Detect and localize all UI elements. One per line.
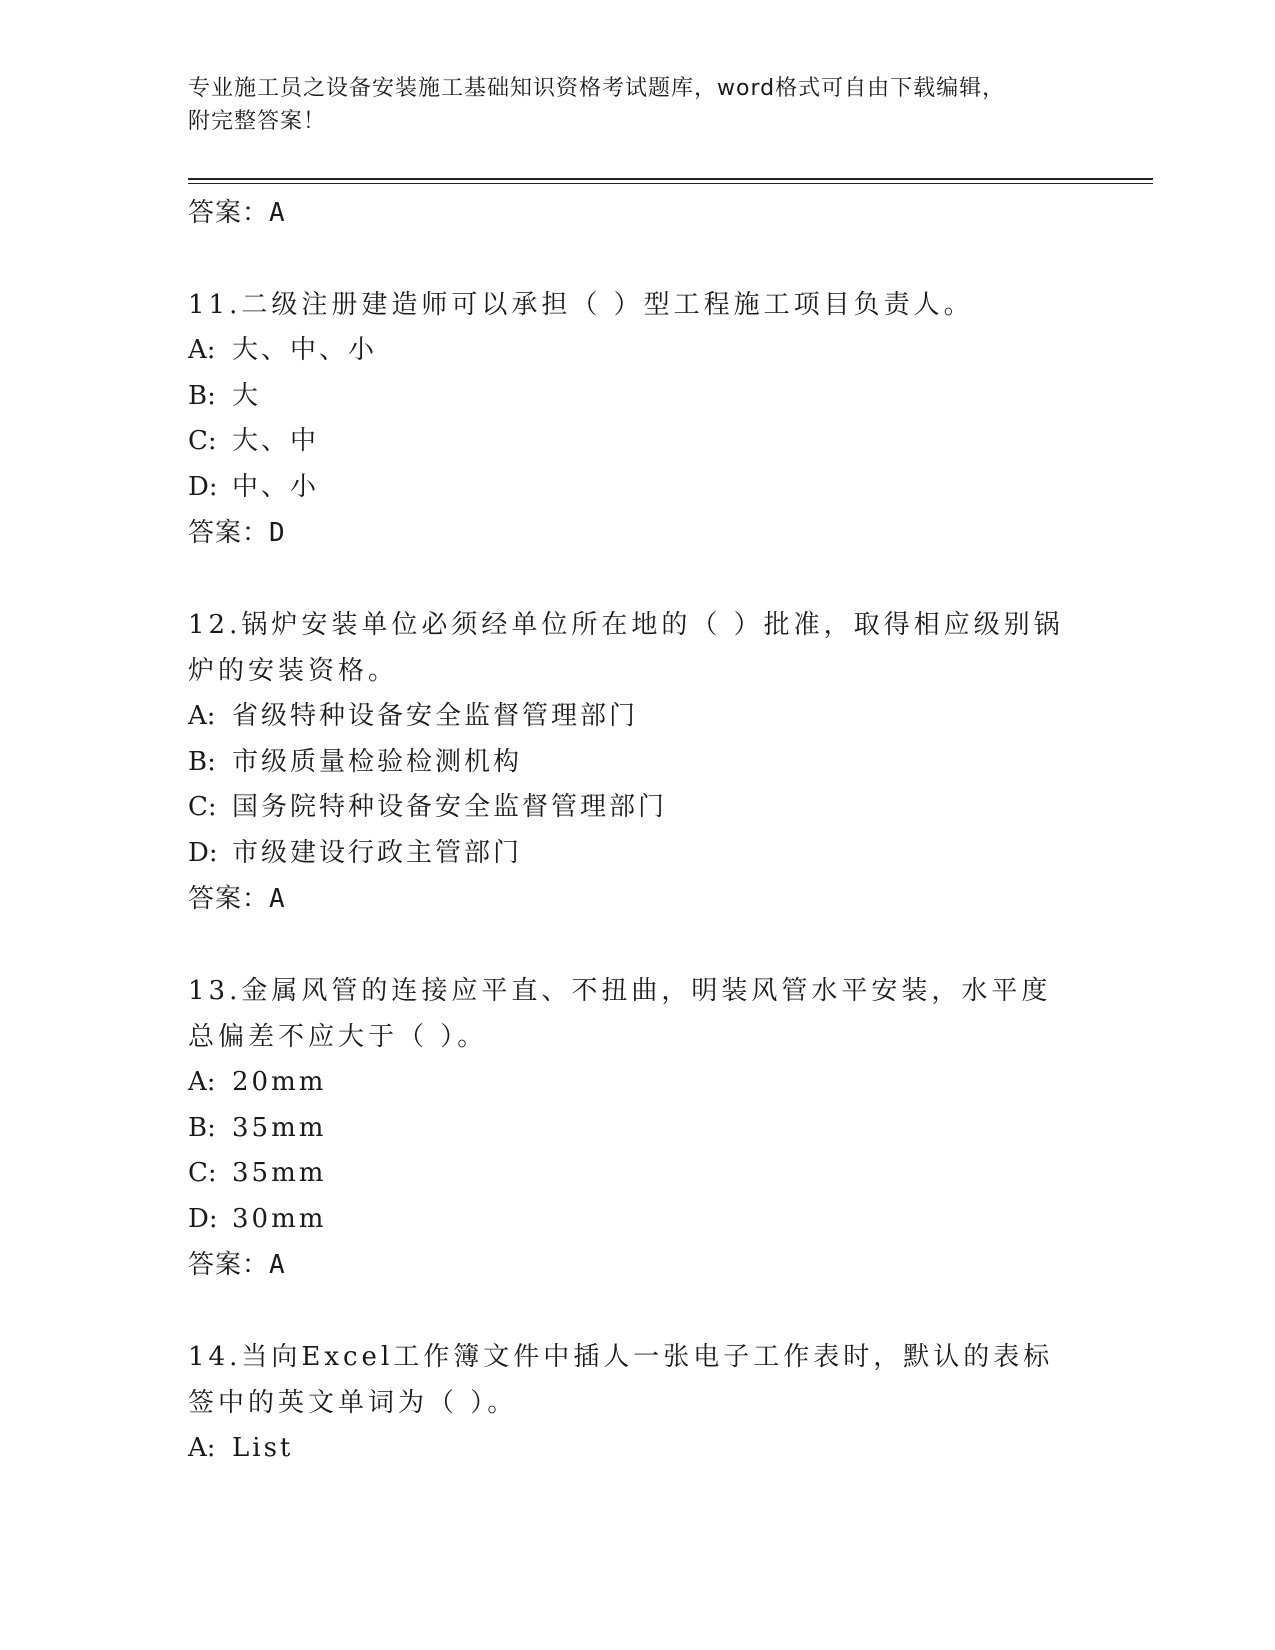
option-c xyxy=(188,1151,1088,1197)
option-key: C: xyxy=(188,426,217,456)
option-c xyxy=(188,419,1088,465)
answer-line xyxy=(188,190,1088,236)
option-key: A: xyxy=(188,701,216,731)
option-d xyxy=(188,465,1088,511)
header-line-2: 附完整答案！ xyxy=(188,109,327,134)
question-13 xyxy=(188,968,1088,1288)
option-text: 中、小 xyxy=(232,471,320,502)
answer-value: A xyxy=(269,198,286,228)
question-text: 11.二级注册建造师可以承担（ ）型工程施工项目负责人。 xyxy=(188,290,974,320)
option-key: A: xyxy=(188,1067,216,1097)
answer-label: 答案： xyxy=(188,1250,270,1280)
option-text: List xyxy=(232,1433,294,1463)
option-key: A: xyxy=(188,335,216,365)
option-key: D: xyxy=(188,471,218,502)
answer-label: 答案： xyxy=(188,518,270,548)
answer-line xyxy=(188,876,1088,922)
header-line-1: 专业施工员之设备安装施工基础知识资格考试题库，word格式可自由下载编辑， xyxy=(188,76,1006,101)
option-key: B: xyxy=(188,380,216,411)
option-key: D: xyxy=(188,837,218,868)
question-text: 13.金属风管的连接应平直、不扭曲，明装风管水平安装，水平度总偏差不应大于（ ）。 xyxy=(188,976,1052,1052)
option-d xyxy=(188,831,1088,877)
answer-line xyxy=(188,1242,1088,1288)
option-d xyxy=(188,1197,1088,1243)
option-text: 国务院特种设备安全监督管理部门 xyxy=(232,792,668,822)
question-12 xyxy=(188,602,1088,922)
option-text: 大、中 xyxy=(232,426,320,456)
option-a xyxy=(188,1060,1088,1106)
option-b xyxy=(188,1106,1088,1152)
option-key: C: xyxy=(188,1158,217,1188)
option-key: D: xyxy=(188,1203,218,1234)
option-text: 大、中、小 xyxy=(232,335,378,365)
option-key: B: xyxy=(188,1112,216,1143)
header-divider xyxy=(188,178,1153,180)
option-text: 大 xyxy=(232,380,262,411)
question-text: 12.锅炉安装单位必须经单位所在地的（ ）批准，取得相应级别锅炉的安装资格。 xyxy=(188,610,1064,686)
option-a xyxy=(188,1426,1088,1472)
question-11 xyxy=(188,282,1088,556)
answer-value: A xyxy=(269,884,286,914)
answer-label: 答案： xyxy=(188,198,270,228)
option-c xyxy=(188,785,1088,831)
option-text: 市级质量检验检测机构 xyxy=(232,746,523,777)
option-a xyxy=(188,694,1088,740)
option-key: A: xyxy=(188,1433,216,1463)
answer-label: 答案： xyxy=(188,884,270,914)
option-key: C: xyxy=(188,792,217,822)
option-text: 35mm xyxy=(232,1158,327,1188)
document-header xyxy=(188,72,1068,138)
answer-value: A xyxy=(269,1250,286,1280)
option-text: 30mm xyxy=(232,1203,327,1234)
answer-value: D xyxy=(269,518,286,548)
option-text: 20mm xyxy=(232,1067,327,1097)
option-a xyxy=(188,328,1088,374)
question-14 xyxy=(188,1334,1088,1472)
answer-line xyxy=(188,510,1088,556)
option-text: 省级特种设备安全监督管理部门 xyxy=(232,701,639,731)
question-list xyxy=(188,190,1088,1472)
header-divider-thin xyxy=(188,183,1153,184)
question-text: 14.当向Excel工作簿文件中插人一张电子工作表时，默认的表标签中的英文单词为（ ）。 xyxy=(188,1342,1054,1418)
option-key: B: xyxy=(188,746,216,777)
option-text: 35mm xyxy=(232,1112,327,1143)
option-text: 市级建设行政主管部门 xyxy=(232,837,523,868)
option-b xyxy=(188,374,1088,420)
option-b xyxy=(188,740,1088,786)
